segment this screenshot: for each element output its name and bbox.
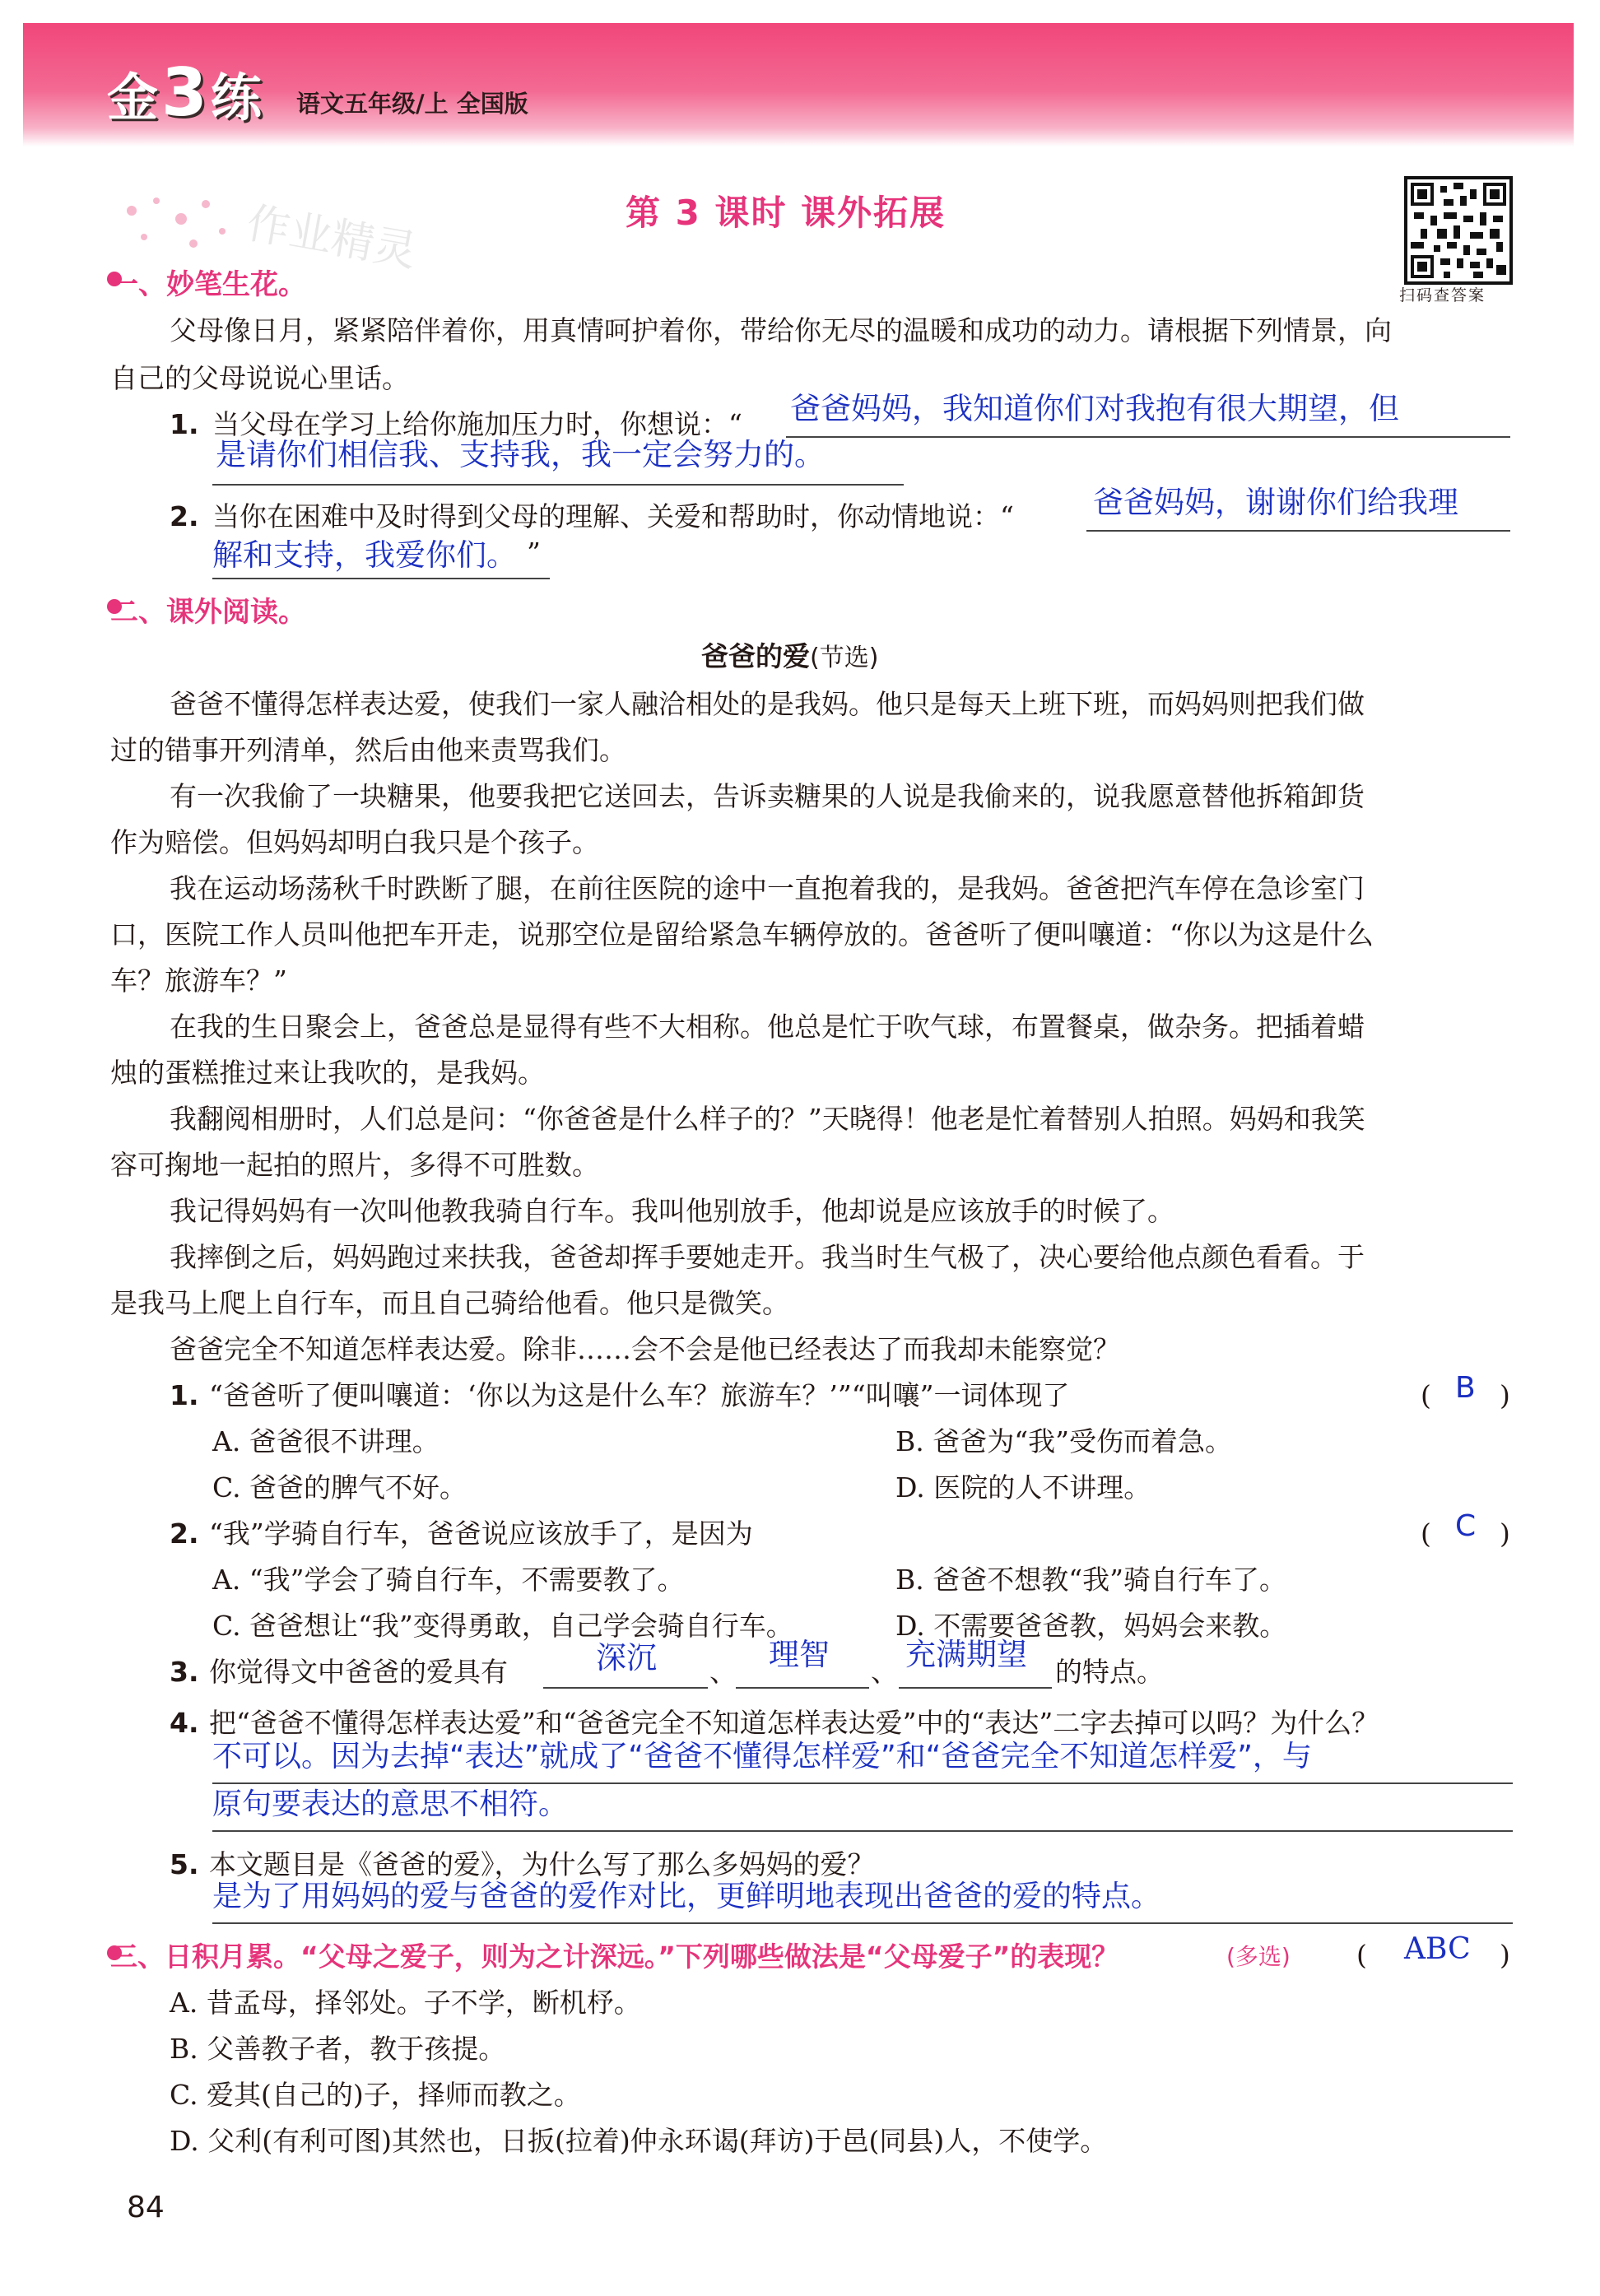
article-paragraph-line: 爸爸不懂得怎样表达爱，使我们一家人融洽相处的是我妈。他只是每天上班下班，而妈妈则把我们做 [170, 688, 1365, 720]
article-paragraph-line: 口，医院工作人员叫他把车开走，说那空位是留给紧急车辆停放的。爸爸听了便叫嚷道：“你以为这是什么 [110, 918, 1374, 950]
s2-q4-text: 把“爸爸不懂得怎样表达爱”和“爸爸完全不知道怎样表达爱”中的“表达”二字去掉可以吗？为什么？ [209, 1707, 1379, 1739]
brand-logo [107, 54, 265, 131]
s2-q4-underline-2 [212, 1830, 1513, 1832]
s3-paren-left: ( [1356, 1939, 1367, 1971]
s1-q1-underline-2 [212, 484, 904, 486]
article-paragraph-line: 我记得妈妈有一次叫他教我骑自行车。我叫他别放手，他却说是应该放手的时候了。 [170, 1195, 1174, 1227]
logo-char-2: 练 [210, 67, 265, 128]
article-paragraph-line: 过的错事开列清单，然后由他来责骂我们。 [110, 734, 626, 766]
section1-title: 一、妙笔生花。 [110, 268, 306, 301]
s2-q3-answer-3[interactable]: 充满期望 [905, 1637, 1027, 1672]
section1-intro-line2: 自己的父母说说心里话。 [110, 362, 409, 394]
s2-q3-blank-3 [899, 1687, 1052, 1689]
article-paragraph-line: 我在运动场荡秋千时跌断了腿，在前往医院的途中一直抱着我的，是我妈。爸爸把汽车停在急诊室门 [170, 872, 1365, 904]
s2-q3-sep-2: 、 [871, 1656, 898, 1688]
s2-q5-answer[interactable]: 是为了用妈妈的爱与爸爸的爱作对比，更鲜明地表现出爸爸的爱的特点。 [212, 1880, 1161, 1913]
s2-q4-answer-line1[interactable]: 不可以。因为去掉“表达”就成了“爸爸不懂得怎样爱”和“爸爸完全不知道怎样爱”，与 [212, 1740, 1312, 1773]
s1-q1-text: 当父母在学习上给你施加压力时，你想说：“ [212, 408, 742, 440]
s2-q2-option-d[interactable]: D. 不需要爸爸教，妈妈会来教。 [895, 1610, 1287, 1642]
article-paragraph-line: 我翻阅相册时，人们总是问：“你爸爸是什么样子的？”天晓得！他老是忙着替别人拍照。妈妈和我笑 [170, 1103, 1365, 1135]
s1-q2-text: 当你在困难中及时得到父母的理解、关爱和帮助时，你动情地说：“ [212, 500, 1014, 532]
s2-q1-option-b[interactable]: B. 爸爸为“我”受伤而着急。 [895, 1425, 1232, 1457]
s3-option-a[interactable]: A. 昔孟母，择邻处。子不学，断机杼。 [170, 1987, 641, 2019]
qr-code-icon [1407, 179, 1509, 281]
s2-q2-text: “我”学骑自行车，爸爸说应该放手了，是因为 [209, 1517, 753, 1550]
s2-q1-option-a[interactable]: A. 爸爸很不讲理。 [212, 1425, 440, 1457]
article-paragraph-line: 容可掬地一起拍的照片，多得不可胜数。 [110, 1149, 599, 1181]
logo-char-3: 3 [161, 54, 211, 131]
article-paragraph-line: 有一次我偷了一块糖果，他要我把它送回去，告诉卖糖果的人说是我偷来的，说我愿意替他拆箱卸货 [170, 780, 1365, 812]
section3-note: (多选) [1226, 1943, 1291, 1970]
decorative-sparkle-icon [115, 186, 239, 260]
s3-option-d[interactable]: D. 父利(有利可图)其然也，日扳(拉着)仲永环谒(拜访)于邑(同县)人，不使学。 [170, 2125, 1108, 2157]
s2-q3-text-b: 的特点。 [1055, 1656, 1164, 1688]
subject-label: 语文五年级/上 全国版 [296, 90, 528, 118]
s2-q3-number: 3. [170, 1656, 199, 1688]
s1-q2-number: 2. [170, 500, 199, 532]
article-paragraph-line: 车？旅游车？” [110, 964, 287, 997]
s2-q5-number: 5. [170, 1848, 199, 1880]
s1-q1-answer-line1[interactable]: 爸爸妈妈，我知道你们对我抱有很大期望，但 [790, 391, 1399, 426]
article-title-text: 爸爸的爱 [701, 640, 810, 672]
s2-q4-answer-line2[interactable]: 原句要表达的意思不相符。 [212, 1787, 569, 1821]
s2-q2-option-a[interactable]: A. “我”学会了骑自行车，不需要教了。 [212, 1564, 685, 1596]
s3-option-b[interactable]: B. 父善教子者，教于孩提。 [170, 2033, 506, 2065]
s2-q3-answer-2[interactable]: 理智 [769, 1637, 830, 1672]
article-paragraph-line: 烛的蛋糕推过来让我吹的，是我妈。 [110, 1057, 545, 1089]
s2-q5-text: 本文题目是《爸爸的爱》，为什么写了那么多妈妈的爱？ [209, 1848, 875, 1880]
article-paragraph-line: 是我马上爬上自行车，而且自己骑给他看。他只是微笑。 [110, 1287, 789, 1319]
s3-paren-right: ) [1500, 1939, 1510, 1971]
logo-char-1: 金 [107, 67, 162, 128]
s2-q1-option-d[interactable]: D. 医院的人不讲理。 [895, 1471, 1151, 1504]
s2-q3-answer-1[interactable]: 深沉 [596, 1640, 657, 1676]
qr-label: 扫码查答案 [1399, 286, 1486, 304]
lesson-title: 第 3 课时 课外拓展 [626, 193, 947, 233]
page-number: 84 [127, 2191, 165, 2224]
s2-q4-number: 4. [170, 1707, 199, 1739]
s2-q2-option-b[interactable]: B. 爸爸不想教“我”骑自行车了。 [895, 1564, 1286, 1596]
s2-q1-text: “爸爸听了便叫嚷道：‘你以为这是什么车？旅游车？’”“叫嚷”一词体现了 [209, 1379, 1070, 1411]
s2-q2-paren-right: ) [1500, 1517, 1510, 1550]
s1-q2-underline-1 [1086, 530, 1510, 532]
s2-q2-paren-left: ( [1421, 1517, 1431, 1550]
s2-q1-answer[interactable]: B [1455, 1371, 1476, 1405]
s1-q2-underline-2 [212, 578, 550, 579]
s2-q3-blank-2 [736, 1687, 869, 1689]
s1-q2-answer-line1[interactable]: 爸爸妈妈，谢谢你们给我理 [1093, 485, 1458, 520]
s1-q1-number: 1. [170, 408, 199, 440]
s3-answer[interactable]: ABC [1404, 1932, 1471, 1966]
s2-q2-number: 2. [170, 1517, 199, 1550]
s2-q2-option-c[interactable]: C. 爸爸想让“我”变得勇敢，自己学会骑自行车。 [212, 1610, 793, 1642]
s2-q1-paren-left: ( [1421, 1379, 1431, 1411]
s1-q2-answer-line2[interactable]: 解和支持，我爱你们。 [212, 537, 517, 573]
s2-q2-answer[interactable]: C [1455, 1509, 1477, 1543]
s2-q1-number: 1. [170, 1379, 199, 1411]
watermark: 作业精灵 [243, 198, 421, 277]
s1-q1-answer-line2[interactable]: 是请你们相信我、支持我，我一定会努力的。 [216, 437, 825, 472]
article-title [701, 635, 878, 674]
section3-title: 三、日积月累。“父母之爱子，则为之计深远。”下列哪些做法是“父母爱子”的表现？ [110, 1940, 1119, 1973]
s2-q5-underline [212, 1922, 1513, 1924]
article-paragraph-line: 爸爸完全不知道怎样表达爱。除非……会不会是他已经表达了而我却未能察觉？ [170, 1333, 1120, 1365]
s3-option-c[interactable]: C. 爱其(自己的)子，择师而教之。 [170, 2079, 581, 2111]
s2-q3-blank-1 [543, 1687, 708, 1689]
article-note: (节选) [810, 644, 879, 672]
qr-code[interactable] [1404, 176, 1513, 285]
section1-intro-line1: 父母像日月，紧紧陪伴着你，用真情呵护着你，带给你无尽的温暖和成功的动力。请根据下列情景，向 [170, 314, 1392, 346]
s1-q2-close-quote: ” [527, 537, 541, 569]
article-paragraph-line: 作为赔偿。但妈妈却明白我只是个孩子。 [110, 826, 599, 858]
s2-q1-paren-right: ) [1500, 1379, 1510, 1411]
s2-q3-sep-1: 、 [709, 1656, 737, 1688]
s1-q1-underline-1 [786, 436, 1510, 438]
section2-title: 二、课外阅读。 [110, 596, 306, 629]
s2-q3-text-a: 你觉得文中爸爸的爱具有 [209, 1656, 508, 1688]
article-paragraph-line: 在我的生日聚会上，爸爸总是显得有些不大相称。他总是忙于吹气球，布置餐桌，做杂务。把插着蜡 [170, 1011, 1365, 1043]
article-paragraph-line: 我摔倒之后，妈妈跑过来扶我，爸爸却挥手要她走开。我当时生气极了，决心要给他点颜色看看。于 [170, 1241, 1365, 1273]
s2-q1-option-c[interactable]: C. 爸爸的脾气不好。 [212, 1471, 467, 1504]
